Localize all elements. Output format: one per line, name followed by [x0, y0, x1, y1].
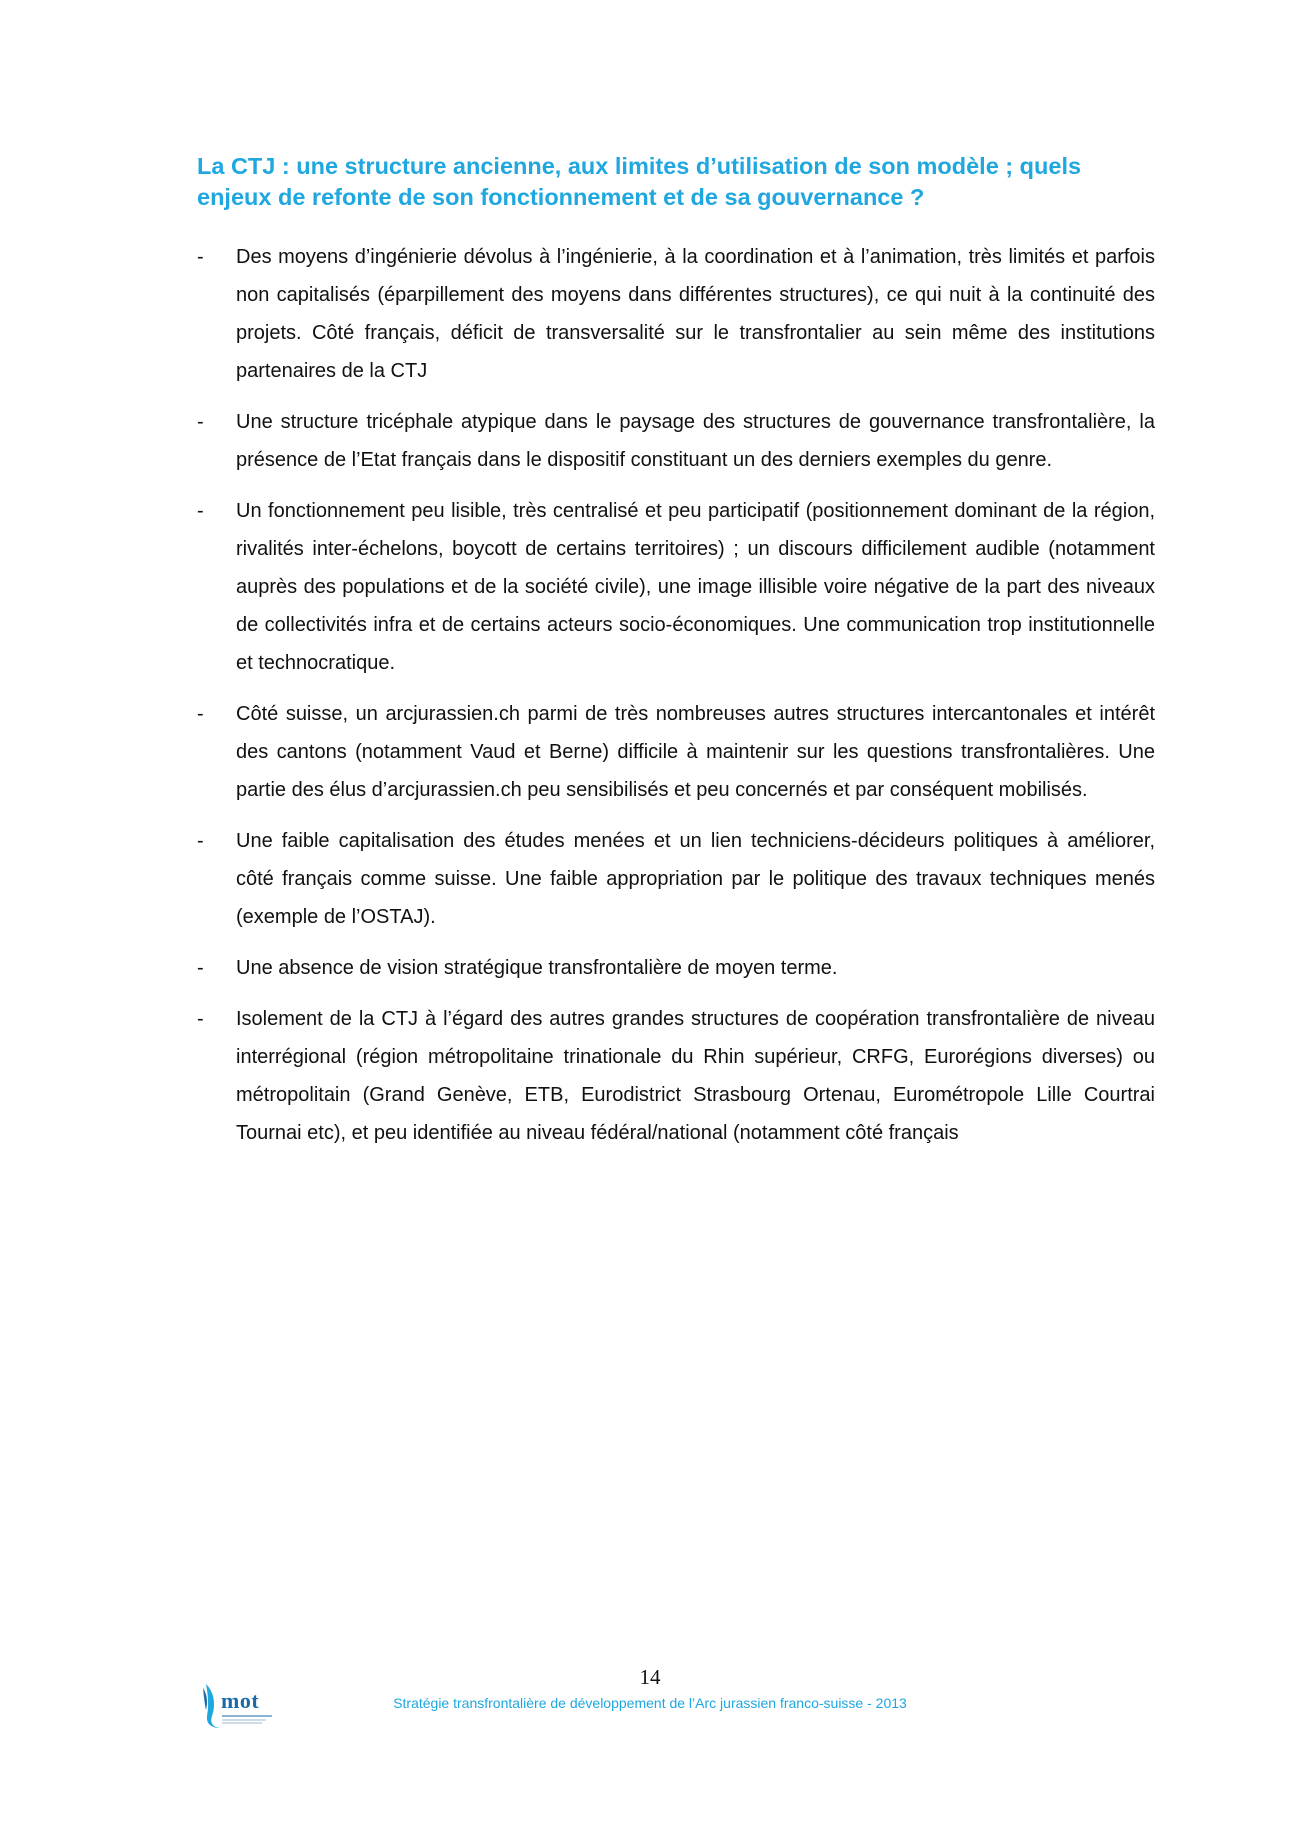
list-item [197, 492, 1155, 682]
bullet-dash: - [197, 830, 204, 852]
mot-logo [200, 1682, 280, 1730]
bullet-dash: - [197, 1008, 204, 1030]
bullet-text: Isolement de la CTJ à l’égard des autres grandes structures de coopération transfrontalière de niveau interrégional (région métropolitaine trinationale du Rhin supérieur, CRFG, Eurorégions diverses) ou métropolitain (Grand Genève, ETB, Eurodistrict Strasbourg Ortenau, Eurométropole Lille Courtrai Tournai etc), et peu identifiée au niveau fédéral/national (notamment côté français [236, 1008, 1155, 1144]
list-item [197, 695, 1155, 809]
bullet-dash: - [197, 411, 204, 433]
list-item [197, 1000, 1155, 1152]
bullet-text: Côté suisse, un arcjurassien.ch parmi de très nombreuses autres structures intercantonales et intérêt des cantons (notamment Vaud et Berne) difficile à maintenir sur les questions transfrontalières. Une partie des élus d’arcjurassien.ch peu sensibilisés et peu concernés et par conséquent mobilisés. [236, 703, 1155, 801]
bullet-dash: - [197, 703, 204, 725]
bullet-text: Une absence de vision stratégique transfrontalière de moyen terme. [236, 957, 838, 979]
logo-wordmark: mot [221, 1688, 260, 1713]
bullet-text: Une structure tricéphale atypique dans le paysage des structures de gouvernance transfrontalière, la présence de l’Etat français dans le dispositif constituant un des derniers exemples du genre. [236, 411, 1155, 471]
page-number: 14 [639, 1665, 661, 1689]
list-item [197, 949, 1155, 987]
list-item [197, 238, 1155, 390]
footer-text: Stratégie transfrontalière de développement de l’Arc jurassien franco-suisse - 2013 [393, 1695, 907, 1711]
bullet-dash: - [197, 500, 204, 522]
logo-swoosh-dark [203, 1688, 207, 1710]
list-item [197, 822, 1155, 936]
logo-swoosh [206, 1684, 220, 1728]
bullet-dash: - [197, 246, 204, 268]
bullet-dash: - [197, 957, 204, 979]
list-item [197, 403, 1155, 479]
bullet-text: Une faible capitalisation des études menées et un lien techniciens-décideurs politiques à améliorer, côté français comme suisse. Une faible appropriation par le politique des travaux techniques menés (exemple de l’OSTAJ). [236, 830, 1155, 928]
bullet-text: Un fonctionnement peu lisible, très centralisé et peu participatif (positionnement dominant de la région, rivalités inter-échelons, boycott de certains territoires) ; un discours difficilement audible (notamment auprès des populations et de la société civile), une image illisible voire négative de la part des niveaux de collectivités infra et de certains acteurs socio-économiques. Une communication trop institutionnelle et technocratique. [236, 500, 1155, 674]
bullet-text: Des moyens d’ingénierie dévolus à l’ingénierie, à la coordination et à l’animation, très limités et parfois non capitalisés (éparpillement des moyens dans différentes structures), ce qui nuit à la continuité des projets. Côté français, déficit de transversalité sur le transfrontalier au sein même des institutions partenaires de la CTJ [236, 246, 1155, 382]
bullet-list [197, 238, 1155, 1165]
section-heading: La CTJ : une structure ancienne, aux limites d’utilisation de son modèle ; quels enjeux de refonte de son fonctionnement et de sa gouvernance ? [197, 153, 1082, 210]
